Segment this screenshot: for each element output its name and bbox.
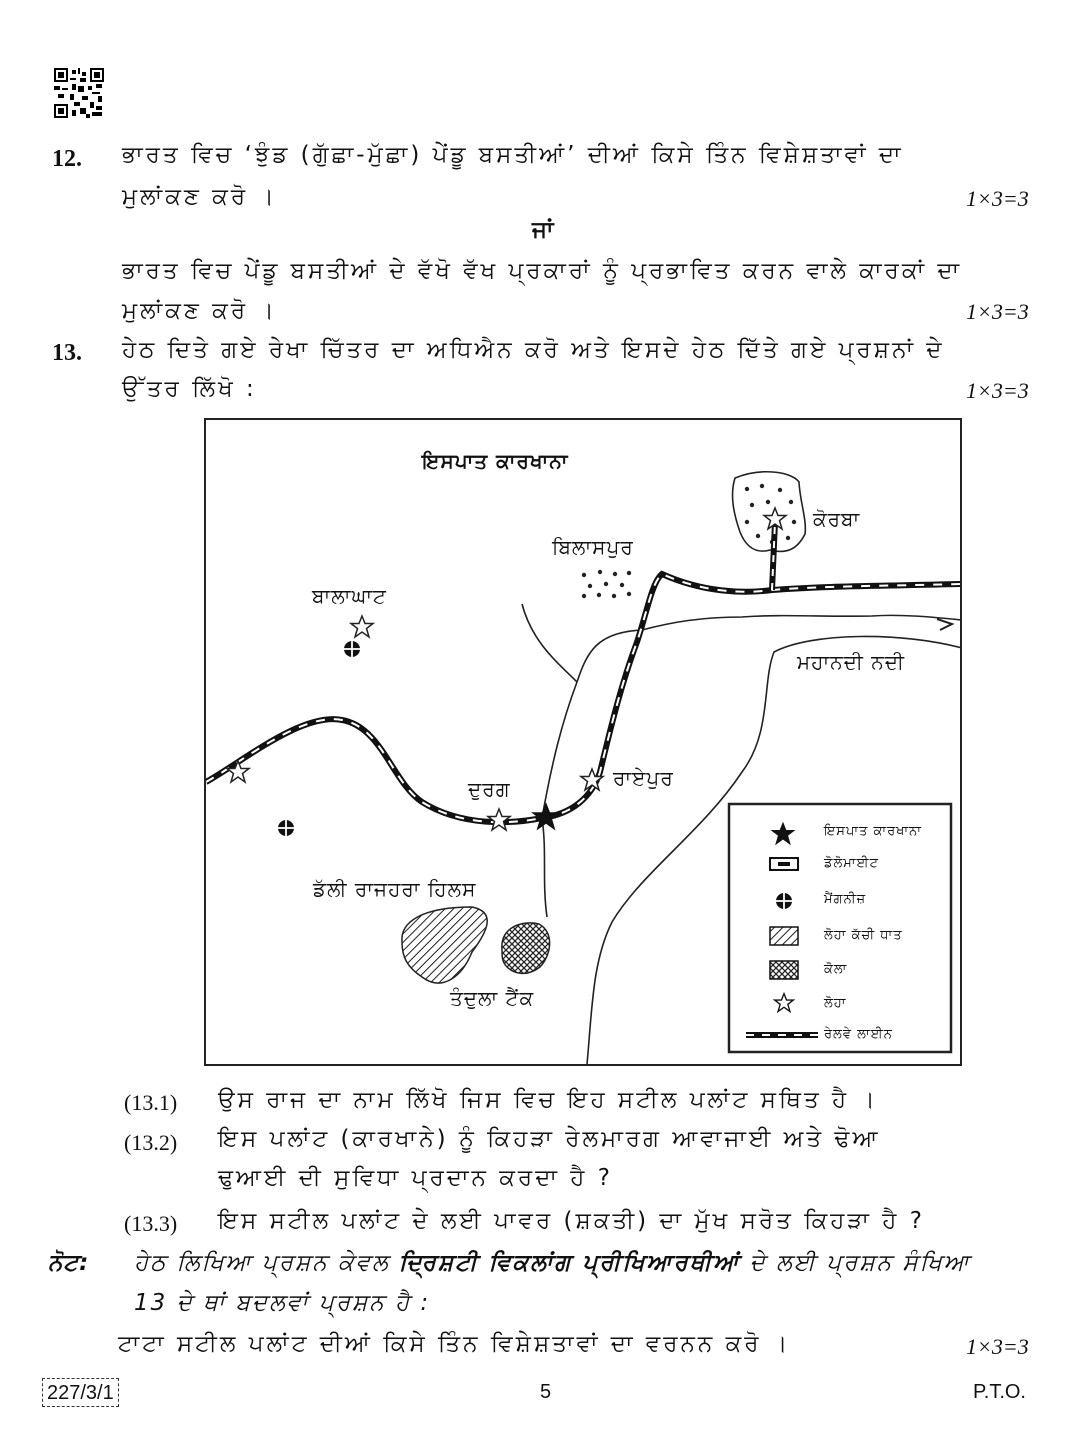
question-12-alt-marks: 1×3=3	[966, 299, 1029, 324]
or-label: ਜਾਂ	[532, 217, 554, 243]
iron-ore-field	[402, 907, 487, 983]
sub-question-number: (13.2)	[124, 1130, 178, 1155]
note-text-line-2: 13 ਦੇ ਥਾਂ ਬਦਲਵਾਂ ਪ੍ਰਸ਼ਨ ਹੈ :	[134, 1290, 431, 1316]
question-12-line-2: ਮੁਲਾਂਕਣ ਕਰੋ ।	[122, 184, 277, 210]
page-number: 5	[540, 1381, 552, 1403]
label-raipur: ਰਾਏਪੁਰ	[613, 766, 674, 790]
question-13-line-1: ਹੇਠ ਦਿਤੇ ਗਏ ਰੇਖਾ ਚਿੱਤਰ ਦਾ ਅਧਿਐਨ ਕਰੋ ਅਤੇ ਇਸਦੇ ਹੇਠ ਦਿੱਤੇ ਗਏ ਪ੍ਰਸ਼ਨਾਂ ਦੇ	[122, 337, 945, 363]
coal-field-tandula	[502, 923, 550, 973]
sub-question-text: ਉਸ ਰਾਜ ਦਾ ਨਾਮ ਲਿੱਖੋ ਜਿਸ ਵਿਚ ਇਹ ਸਟੀਲ ਪਲਾਂਟ ਸਥਿਤ ਹੈ ।	[218, 1087, 878, 1113]
bilaspur-dots	[582, 570, 631, 598]
sub-question-number: (13.3)	[124, 1211, 178, 1236]
question-12-alt-line-2: ਮੁਲਾਂਕਣ ਕਰੋ ।	[122, 298, 277, 324]
sub-question-text: ਇਸ ਸਟੀਲ ਪਲਾਂਟ ਦੇ ਲਈ ਪਾਵਰ (ਸ਼ਕਤੀ) ਦਾ ਮੁੱਖ ਸਰੋਤ ਕਿਹੜਾ ਹੈ ?	[218, 1208, 925, 1234]
manganese-symbols	[278, 641, 360, 836]
label-balaghat: ਬਾਲਾਘਾਟ	[312, 584, 387, 608]
sub-question-text: ਇਸ ਪਲਾਂਟ (ਕਾਰਖਾਨੇ) ਨੂੰ ਕਿਹੜਾ ਰੇਲਮਾਰਗ ਆਵਾਜਾਈ ਅਤੇ ਢੋਆ	[218, 1126, 881, 1152]
question-13-line-2: ਉੱਤਰ ਲਿੱਖੋ :	[122, 376, 257, 402]
note-text-pre: ਹੇਠ ਲਿਖਿਆ ਪ੍ਰਸ਼ਨ ਕੇਵਲ	[134, 1250, 399, 1276]
note-text-line-1	[134, 1252, 971, 1275]
note-text-emphasis: ਦ੍ਰਿਸ਼ਟੀ ਵਿਕਲਾਂਗ ਪ੍ਰੀਖਿਆਰਥੀਆਂ	[398, 1250, 741, 1276]
label-dalli-rajhara: ਡੱਲੀ ਰਾਜਹਰਾ ਹਿਲਸ	[313, 877, 477, 901]
legend-label-dolomite: ਡੋਲੋਮਾਈਟ	[824, 856, 879, 871]
alternative-question: ਟਾਟਾ ਸਟੀਲ ਪਲਾਂਟ ਦੀਆਂ ਕਿਸੇ ਤਿੰਨ ਵਿਸ਼ੇਸ਼ਤਾਵਾਂ ਦਾ ਵਰਨਨ ਕਰੋ ।	[118, 1331, 791, 1357]
sub-question-text-cont: ਢੁਆਈ ਦੀ ਸੁਵਿਧਾ ਪ੍ਰਦਾਨ ਕਰਦਾ ਹੈ ?	[218, 1165, 613, 1191]
pto-label: P.T.O.	[973, 1381, 1026, 1403]
legend-label-manganese: ਮੈਂਗਨੀਜ਼	[824, 892, 867, 907]
steel-plant-map	[204, 418, 962, 1066]
alternative-question-marks: 1×3=3	[966, 1334, 1029, 1359]
label-korba: ਕੋਰਬਾ	[813, 507, 861, 531]
label-tandula: ਤੰਦੁਲਾ ਟੈਂਕ	[450, 986, 535, 1010]
legend-label-railway: ਰੇਲਵੇ ਲਾਈਨ	[824, 1027, 893, 1042]
map-title: ਇਸਪਾਤ ਕਾਰਖਾਨਾ	[422, 449, 569, 473]
question-12-alt-line-1: ਭਾਰਤ ਵਿਚ ਪੇਂਡੂ ਬਸਤੀਆਂ ਦੇ ਵੱਖੋ ਵੱਖ ਪ੍ਰਕਾਰਾਂ ਨੂੰ ਪ੍ਰਭਾਵਿਤ ਕਰਨ ਵਾਲੇ ਕਾਰਕਾਂ ਦਾ	[122, 258, 963, 284]
question-12-line-1: ਭਾਰਤ ਵਿਚ ‘ਝੁੰਡ (ਗੁੱਛਾ-ਮੁੱਛਾ) ਪੇਂਡੂ ਬਸਤੀਆਂ’ ਦੀਆਂ ਕਿਸੇ ਤਿੰਨ ਵਿਸ਼ੇਸ਼ਤਾਵਾਂ ਦਾ	[122, 142, 904, 168]
sub-question-number: (13.1)	[124, 1090, 178, 1115]
legend-label-iron-ore: ਲੋਹਾ ਕੱਚੀ ਧਾਤ	[824, 928, 903, 943]
note-text-post: ਦੇ ਲਈ ਪ੍ਰਸ਼ਨ ਸੰਖਿਆ	[740, 1250, 971, 1276]
label-durg: ਦੁਰਗ	[468, 777, 511, 801]
steel-plant-star	[533, 804, 559, 829]
korba-coal-field	[733, 472, 806, 552]
question-number-12: 12.	[52, 146, 82, 172]
legend-label-coal: ਕੋਲਾ	[824, 962, 848, 977]
legend-label-steel-plant: ਇਸਪਾਤ ਕਾਰਖਾਨਾ	[824, 824, 922, 839]
question-number-13: 13.	[52, 340, 82, 366]
paper-code: 227/3/1	[42, 1378, 119, 1407]
label-mahanadi: ਮਹਾਨਦੀ ਨਦੀ	[797, 650, 906, 674]
question-12-marks: 1×3=3	[966, 186, 1029, 211]
qr-code	[54, 68, 104, 118]
label-bilaspur: ਬਿਲਾਸਪੁਰ	[552, 535, 634, 559]
note-label: ਨੋਟ:	[48, 1250, 90, 1276]
question-13-marks: 1×3=3	[966, 378, 1029, 403]
legend-label-iron: ਲੋਹਾ	[824, 996, 847, 1011]
